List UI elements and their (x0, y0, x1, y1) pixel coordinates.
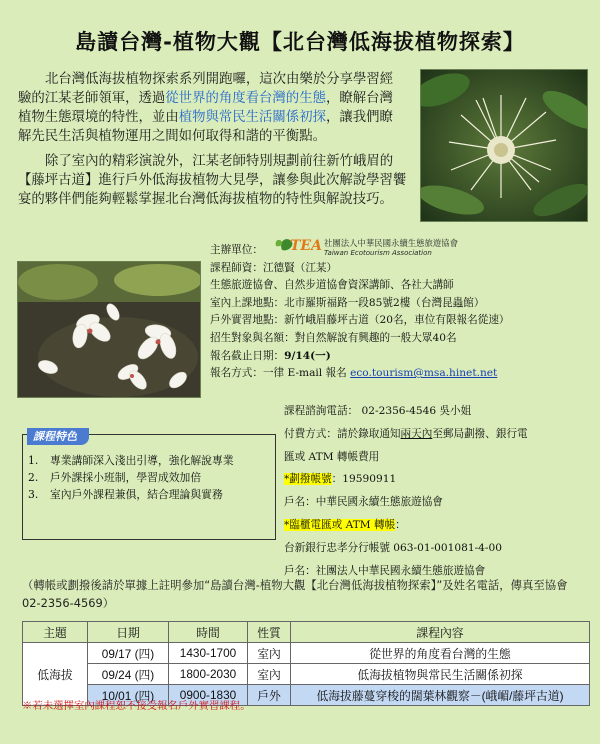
deadline-label: 報名截止日期： (210, 349, 285, 362)
postal-number: ：19590911 (331, 473, 397, 486)
schedule-table (22, 621, 590, 706)
payment-info (284, 400, 528, 582)
organizer-label: 主辦單位： (210, 244, 263, 256)
deadline-row (210, 348, 510, 366)
fee-line-1 (284, 423, 528, 446)
schedule-header-row (23, 622, 590, 643)
indoor-location: 室內上課地點：北市羅斯福路一段85號2樓（台灣昆蟲館） (210, 296, 485, 309)
postal-label: *劃撥帳號 (284, 473, 332, 486)
content-cell: 低海拔藤蔓穿梭的闊葉林觀察－(峨嵋/藤坪古道) (291, 685, 590, 706)
deadline-date: 9/14(一) (284, 349, 331, 362)
fee-text-a: 付費方式：請於錄取通知 (284, 427, 401, 440)
atm-row (284, 514, 528, 537)
tung-blossom-image (18, 262, 200, 397)
fee-deadline-underline: 兩天內 (400, 427, 433, 440)
consult-phone: 課程諮詢電話： 02-2356-4546 吳小姐 (284, 405, 472, 417)
intro-paragraph-1 (18, 70, 406, 146)
postal-row (284, 468, 528, 491)
highlight-global-ecology: 從世界的角度看台灣的生態 (165, 91, 326, 106)
feature-text: 戶外課採小班制，學習成效加倍 (50, 471, 202, 484)
highlight-plant-life: 植物與常民生活關係初探 (178, 110, 326, 125)
feature-num: 3. (28, 488, 39, 501)
warning-note: ※若未選擇室內課程恕不接受報名戶外實習課程。 (22, 700, 251, 712)
logo-org-cn: 社團法人中華民國永續生態旅遊協會 (324, 238, 458, 248)
time-cell: 1800-2030 (169, 664, 248, 685)
feature-num: 2. (28, 471, 39, 484)
signup-row (210, 365, 510, 383)
instructor-roles: 生態旅遊協會、自然步道協會資深講師、各社大講師 (210, 279, 454, 292)
logo-org-en: Taiwan Ecotourism Association (324, 249, 432, 257)
date-cell: 09/17 (四) (88, 643, 169, 664)
feature-num: 1. (28, 454, 39, 467)
content-cell: 從世界的角度看台灣的生態 (291, 643, 590, 664)
type-cell: 戶外 (248, 685, 291, 706)
feature-text: 室內戶外課程兼俱，結合理論與實務 (50, 488, 223, 501)
header-date: 日期 (88, 622, 169, 643)
logo-mark: TEA (290, 238, 322, 254)
signup-email-link[interactable]: eco.tourism@msa.hinet.net (350, 367, 498, 380)
fee-text-b: 至郵局劃撥、銀行電 (432, 427, 528, 440)
flower-photo (420, 69, 588, 222)
header-topic: 主題 (23, 622, 88, 643)
postal-account-name: 戶名：中華民國永續生態旅遊協會 (284, 496, 443, 509)
features-title: 課程特色 (27, 428, 89, 445)
flower-photo-image (421, 70, 587, 221)
signup-label: 報名方式：一律 E-mail 報名 (210, 367, 347, 380)
bank-account-name: 戶名：社團法人中華民國永續生態旅遊協會 (284, 564, 486, 577)
type-cell: 室內 (248, 664, 291, 685)
type-cell: 室內 (248, 643, 291, 664)
table-row (23, 643, 590, 664)
intro-text-b: ，瞭解台灣植物生態環境的特性，並由 (18, 91, 393, 125)
recruit-target: 招生對象與名額：對自然解說有興趣的一般大眾40名 (210, 331, 457, 344)
features-list (28, 452, 260, 503)
header-time: 時間 (169, 622, 248, 643)
tung-blossom-photo (17, 261, 201, 398)
atm-label: *臨櫃電匯或 ATM 轉帳 (284, 518, 396, 531)
header-type: 性質 (248, 622, 291, 643)
page-title: 島讀台灣-植物大觀【北台灣低海拔植物探索】 (75, 30, 525, 54)
feature-text: 專業講師深入淺出引導，強化解說專業 (50, 454, 234, 467)
bank-account: 台新銀行忠孝分行帳號 063-01-001081-4-00 (284, 541, 502, 554)
fee-line-2: 匯或 ATM 轉帳費用 (284, 450, 380, 463)
feature-item (28, 486, 260, 503)
date-cell: 09/24 (四) (88, 664, 169, 685)
atm-colon: ： (395, 518, 406, 531)
intro-text-c: ，讓我們瞭解先民生活與植物運用之間如何取得和諧的平衡點。 (18, 110, 393, 144)
feature-item (28, 469, 260, 486)
instructor: 課程師資：江德賢（江某） (210, 261, 338, 274)
header-content: 課程內容 (291, 622, 590, 643)
transfer-note: （轉帳或劃撥後請於單據上註明參加“島讀台灣-植物大觀【北台灣低海拔植物探索】”及姓名電話，傳真至協會 02-2356-4569） (22, 578, 568, 610)
time-cell: 1430-1700 (169, 643, 248, 664)
course-info (210, 242, 510, 383)
feature-item (28, 452, 260, 469)
intro-text-a: 北台灣低海拔植物探索系列開跑囉，這次由樂於分享學習經驗的江某老師領軍，透過 (18, 72, 394, 106)
outdoor-location: 戶外實習地點：新竹峨眉藤坪古道（20名，車位有限報名從速） (210, 314, 510, 327)
topic-cell: 低海拔 (23, 643, 88, 706)
time-cell: 0900-1830 (169, 685, 248, 706)
intro-paragraph-2: 除了室內的精彩演說外，江某老師特別規劃前往新竹峨眉的【藤坪古道】進行戶外低海拔植物大見學，讓參與此次解說學習饗宴的夥伴們能夠輕鬆掌握北台灣低海拔植物的特性與解說技巧。 (18, 154, 407, 207)
content-cell: 低海拔植物與常民生活關係初探 (291, 664, 590, 685)
table-row (23, 664, 590, 685)
date-cell: 10/01 (四) (88, 685, 169, 706)
